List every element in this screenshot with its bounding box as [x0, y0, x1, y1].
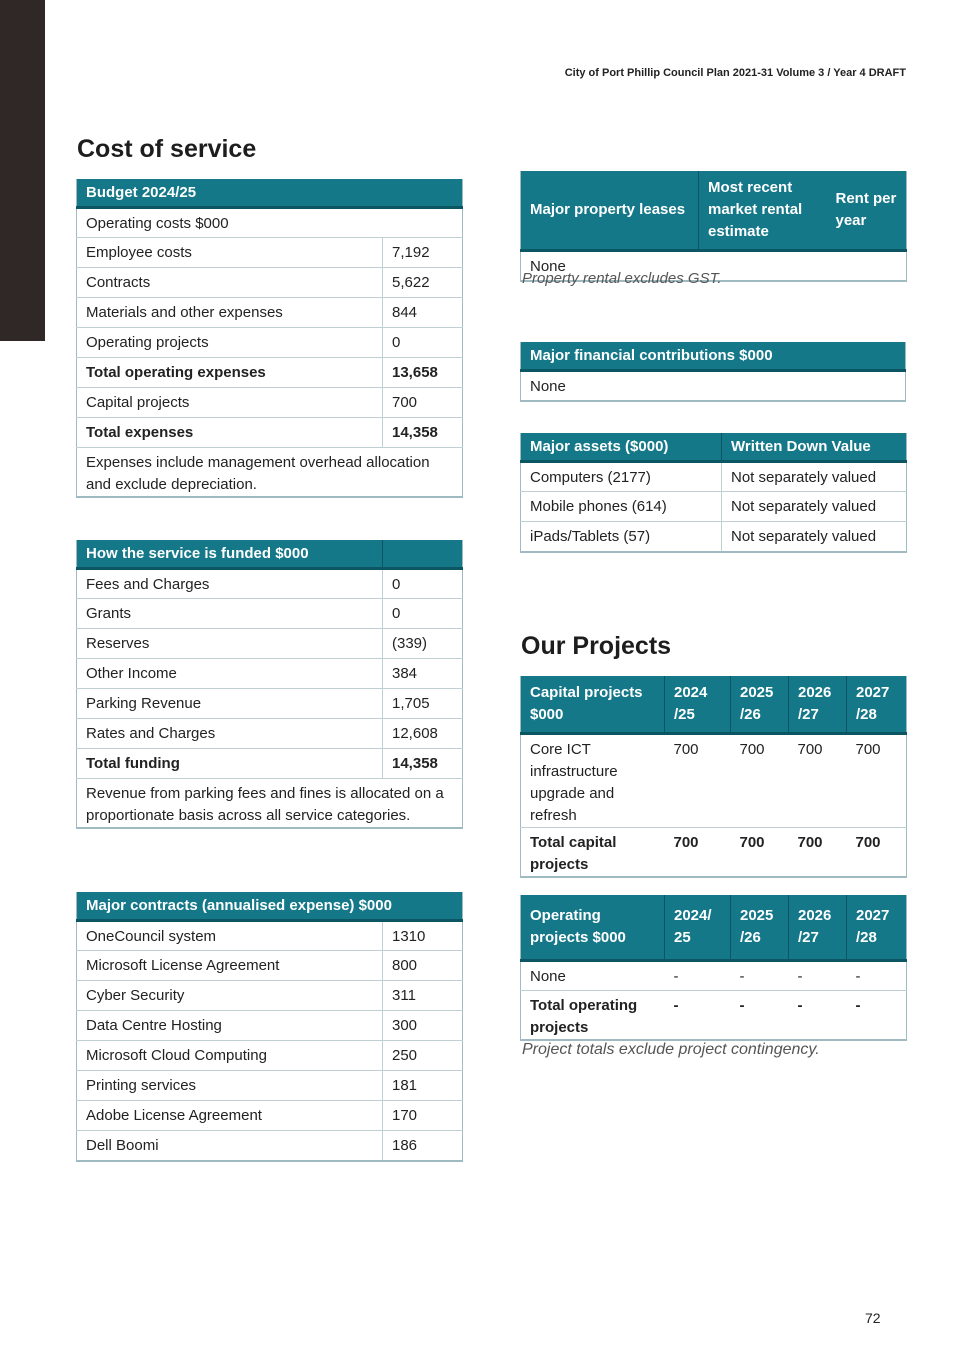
budget-heading: Budget 2024/25 [77, 179, 463, 208]
contract-label: OneCouncil system [77, 921, 383, 951]
asset-label: Computers (2177) [521, 462, 722, 492]
cost-of-service-title: Cost of service [77, 135, 257, 163]
asset-value: Not separately valued [722, 462, 907, 492]
funding-label: Rates and Charges [77, 719, 383, 749]
funding-row [77, 719, 463, 749]
capital-year-header: 2024 /25 [665, 676, 731, 734]
budget-label: Employee costs [77, 238, 383, 268]
contract-row [77, 1041, 463, 1071]
asset-label: iPads/Tablets (57) [521, 522, 722, 552]
funding-value: 0 [383, 569, 463, 599]
contract-row [77, 951, 463, 981]
capital-row-value: 700 [847, 734, 907, 828]
budget-label: Total operating expenses [77, 358, 383, 388]
contract-value: 186 [383, 1131, 463, 1161]
contract-row [77, 1131, 463, 1161]
operating-row-value: - [789, 961, 847, 991]
leases-col-rent: Rent per year [827, 171, 907, 251]
contract-row [77, 1101, 463, 1131]
operating-year-header: 2027 /28 [847, 895, 907, 961]
contributions-none-row: None [521, 371, 906, 401]
operating-row-label: None [521, 961, 665, 991]
contributions-heading: Major financial contributions $000 [521, 342, 906, 371]
operating-row-value: - [665, 961, 731, 991]
contract-label: Adobe License Agreement [77, 1101, 383, 1131]
capital-projects-table [520, 676, 907, 878]
budget-value: 14,358 [383, 418, 463, 448]
budget-value: 700 [383, 388, 463, 418]
operating-row [521, 961, 907, 991]
contract-value: 170 [383, 1101, 463, 1131]
side-decoration-bar [0, 0, 45, 341]
budget-value: 844 [383, 298, 463, 328]
leases-table [520, 171, 907, 282]
funding-label: Other Income [77, 659, 383, 689]
funding-label: Grants [77, 599, 383, 629]
funding-note: Revenue from parking fees and fines is allocated on a proportionate basis across all service categories. [77, 779, 463, 829]
asset-label: Mobile phones (614) [521, 492, 722, 522]
funding-value: (339) [383, 629, 463, 659]
asset-value: Not separately valued [722, 492, 907, 522]
contracts-heading: Major contracts (annualised expense) $000 [77, 892, 463, 921]
budget-row [77, 298, 463, 328]
budget-label: Materials and other expenses [77, 298, 383, 328]
budget-row [77, 238, 463, 268]
asset-row [521, 462, 907, 492]
funding-row [77, 689, 463, 719]
asset-row [521, 492, 907, 522]
operating-total [521, 991, 907, 1041]
contributions-table [520, 342, 906, 402]
operating-row-value: - [731, 961, 789, 991]
budget-note: Expenses include management overhead allocation and exclude depreciation. [77, 448, 463, 498]
budget-subheading: Operating costs $000 [77, 208, 463, 238]
funding-row [77, 569, 463, 599]
operating-year-header: 2024/ 25 [665, 895, 731, 961]
contract-value: 1310 [383, 921, 463, 951]
budget-label: Capital projects [77, 388, 383, 418]
contract-row [77, 921, 463, 951]
operating-total-value: - [731, 991, 789, 1041]
assets-col-asset: Major assets ($000) [521, 433, 722, 462]
operating-year-header: 2026 /27 [789, 895, 847, 961]
budget-label: Operating projects [77, 328, 383, 358]
contract-value: 181 [383, 1071, 463, 1101]
capital-total-value: 700 [847, 828, 907, 878]
capital-row-value: 700 [665, 734, 731, 828]
capital-year-header: 2026 /27 [789, 676, 847, 734]
operating-total-label: Total operating projects [521, 991, 665, 1041]
budget-row [77, 358, 463, 388]
page-number: 72 [865, 1310, 881, 1326]
funding-value: 1,705 [383, 689, 463, 719]
assets-col-value: Written Down Value [722, 433, 907, 462]
funding-value: 12,608 [383, 719, 463, 749]
operating-year-header: 2025 /26 [731, 895, 789, 961]
funding-table [76, 540, 463, 829]
operating-total-value: - [847, 991, 907, 1041]
contract-row [77, 1011, 463, 1041]
leases-col-market: Most recent market rental estimate [699, 171, 827, 251]
funding-label: Total funding [77, 749, 383, 779]
funding-row [77, 749, 463, 779]
contract-label: Cyber Security [77, 981, 383, 1011]
contract-label: Dell Boomi [77, 1131, 383, 1161]
operating-total-value: - [789, 991, 847, 1041]
contract-label: Microsoft License Agreement [77, 951, 383, 981]
budget-table [76, 179, 463, 498]
operating-total-value: - [665, 991, 731, 1041]
budget-row [77, 328, 463, 358]
funding-heading: How the service is funded $000 [77, 540, 383, 569]
funding-value: 14,358 [383, 749, 463, 779]
capital-row-value: 700 [789, 734, 847, 828]
leases-note: Property rental excludes GST. [522, 270, 722, 287]
funding-label: Parking Revenue [77, 689, 383, 719]
capital-heading: Capital projects $000 [521, 676, 665, 734]
capital-row-value: 700 [731, 734, 789, 828]
contract-value: 311 [383, 981, 463, 1011]
capital-total-value: 700 [789, 828, 847, 878]
operating-heading: Operating projects $000 [521, 895, 665, 961]
budget-row [77, 418, 463, 448]
our-projects-title: Our Projects [521, 632, 672, 660]
budget-value: 7,192 [383, 238, 463, 268]
contract-value: 250 [383, 1041, 463, 1071]
capital-total-value: 700 [665, 828, 731, 878]
funding-label: Reserves [77, 629, 383, 659]
funding-row [77, 629, 463, 659]
budget-value: 0 [383, 328, 463, 358]
document-header: City of Port Phillip Council Plan 2021-31 Volume 3 / Year 4 DRAFT [564, 67, 906, 79]
capital-year-header: 2027 /28 [847, 676, 907, 734]
budget-value: 13,658 [383, 358, 463, 388]
assets-table [520, 433, 907, 553]
capital-row [521, 734, 907, 828]
capital-total [521, 828, 907, 878]
operating-projects-table [520, 895, 907, 1041]
funding-label: Fees and Charges [77, 569, 383, 599]
funding-row [77, 599, 463, 629]
capital-total-value: 700 [731, 828, 789, 878]
capital-total-label: Total capital projects [521, 828, 665, 878]
capital-row-label: Core ICT infrastructure upgrade and refresh [521, 734, 665, 828]
contracts-table [76, 892, 463, 1162]
funding-value: 384 [383, 659, 463, 689]
budget-row [77, 268, 463, 298]
leases-none-row: None [521, 251, 907, 281]
asset-row [521, 522, 907, 552]
budget-label: Total expenses [77, 418, 383, 448]
contract-row [77, 981, 463, 1011]
funding-row [77, 659, 463, 689]
operating-projects-note: Project totals exclude project contingency. [522, 1041, 820, 1058]
asset-value: Not separately valued [722, 522, 907, 552]
budget-label: Contracts [77, 268, 383, 298]
operating-row-value: - [847, 961, 907, 991]
capital-year-header: 2025 /26 [731, 676, 789, 734]
leases-col-property: Major property leases [521, 171, 699, 251]
contract-label: Data Centre Hosting [77, 1011, 383, 1041]
contract-value: 800 [383, 951, 463, 981]
contract-label: Printing services [77, 1071, 383, 1101]
contract-value: 300 [383, 1011, 463, 1041]
budget-row [77, 388, 463, 418]
contract-label: Microsoft Cloud Computing [77, 1041, 383, 1071]
budget-value: 5,622 [383, 268, 463, 298]
contract-row [77, 1071, 463, 1101]
funding-value: 0 [383, 599, 463, 629]
